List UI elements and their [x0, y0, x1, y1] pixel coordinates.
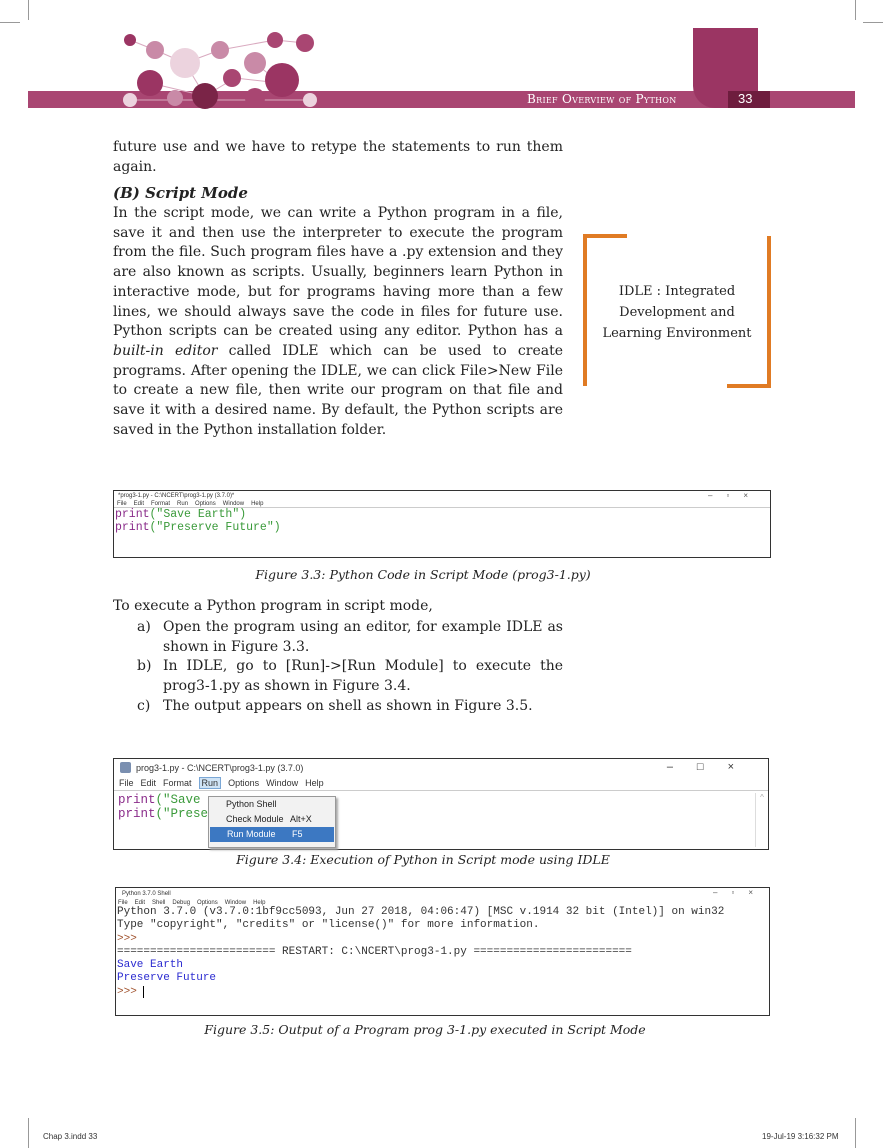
shell-line: Type "copyright", "credits" or "license()" for more information. [117, 919, 540, 932]
menu-edit[interactable]: Edit [134, 900, 146, 906]
shell-line: Python 3.7.0 (v3.7.0:1bf9cc5093, Jun 27 2018, 04:06:47) [MSC v.1914 32 bit (Intel)] on win32 [117, 906, 725, 918]
menu-format[interactable]: Format [163, 778, 192, 788]
paragraph-text: In the script mode, we can write a Python program in a file, save it and then use the interpreter to execute the program from the file. Such program files have a .py extension and they are also known as scripts. Usually, beginners learn Python in interactive mode, but for programs having more than a few lines, we should always save the code in files for future use. Python scripts can be created using any editor. Python has a [113, 205, 563, 340]
list-item [137, 618, 563, 657]
menu-help[interactable]: Help [253, 900, 266, 906]
window-title: prog3-1.py - C:\NCERT\prog3-1.py (3.7.0) [136, 763, 304, 773]
section-heading: (B) Script Mode [113, 184, 248, 202]
menu-help[interactable]: Help [305, 778, 324, 788]
crop-mark [855, 0, 856, 20]
figure-caption: Figure 3.4: Execution of Python in Script mode using IDLE [236, 852, 610, 867]
footer-timestamp: 19-Jul-19 3:16:32 PM [762, 1132, 839, 1141]
window-title: *prog3-1.py - C:\NCERT\prog3-1.py (3.7.0)* [118, 493, 235, 499]
script-mode-paragraph [113, 204, 563, 440]
menu-edit[interactable]: Edit [133, 501, 145, 507]
prompt-text: >>> [117, 985, 144, 998]
list-item [137, 697, 563, 717]
list-item [137, 657, 563, 696]
idle-file-icon [120, 762, 131, 773]
window-controls[interactable]: –▫× [713, 888, 767, 897]
shell-prompt-cursor[interactable] [117, 986, 769, 999]
scrollbar[interactable]: ^ [755, 793, 768, 847]
figure-caption: Figure 3.3: Python Code in Script Mode (prog3-1.py) [255, 567, 591, 582]
menu-options[interactable]: Options [195, 501, 216, 507]
list-marker: b) [137, 658, 152, 675]
shell-output[interactable] [116, 906, 769, 999]
menu-item-shortcut: F5 [292, 829, 303, 839]
menu-format[interactable]: Format [151, 501, 171, 507]
window-controls[interactable]: –□× [666, 761, 758, 773]
menu-bar [114, 776, 768, 791]
idle-editor-window-fig33 [113, 490, 771, 558]
page-number: 33 [738, 91, 753, 106]
window-title: Python 3.7.0 Shell [122, 891, 171, 897]
program-output: Preserve Future [117, 972, 217, 985]
idle-note: IDLE : Integrated Development and Learning Environment [602, 284, 752, 341]
steps-list [137, 618, 563, 717]
idle-editor-window-fig34 [113, 758, 769, 850]
menu-window[interactable]: Window [266, 778, 299, 788]
menu-bar [114, 501, 770, 508]
network-illustration-icon [110, 28, 340, 110]
menu-shell[interactable]: Shell [152, 900, 166, 906]
crop-mark [855, 1118, 856, 1148]
paragraph-text: called IDLE which can be used to create programs. After opening the IDLE, we can click File>New File to create a new file, then write our program on that file and save it with a desired name. By default, the Python scripts are saved in the Python installation folder. [113, 342, 563, 438]
menu-run[interactable]: Run [199, 777, 222, 789]
menu-options[interactable]: Options [228, 778, 260, 788]
crop-mark [0, 22, 20, 23]
code-line: print("Prese [118, 807, 209, 821]
menu-file[interactable]: File [118, 900, 128, 906]
list-text: In IDLE, go to [Run]->[Run Module] to execute the prog3-1.py as shown in Figure 3.4. [163, 658, 563, 695]
menu-item-run-module[interactable] [210, 827, 334, 842]
menu-options[interactable]: Options [197, 900, 218, 906]
menu-run[interactable]: Run [177, 501, 189, 507]
crop-mark [28, 0, 29, 20]
code-line: print("Preserve Future") [115, 521, 281, 534]
shell-prompt: >>> [117, 932, 137, 945]
menu-file[interactable]: File [117, 501, 127, 507]
code-editor[interactable] [114, 508, 770, 534]
window-controls[interactable]: –▫× [708, 491, 762, 500]
shell-line: ======================== RESTART: C:\NCERT\prog3-1.py ======================== [117, 945, 632, 958]
menu-item-label: Python Shell [226, 799, 277, 809]
menu-debug[interactable]: Debug [172, 900, 191, 906]
menu-item-shortcut: Alt+X [290, 814, 312, 824]
run-menu-dropdown [208, 796, 336, 848]
intro-text: future use and we have to retype the statements to run them again. [113, 139, 563, 175]
program-output: Save Earth [117, 959, 184, 972]
menu-item-label: Run Module [227, 829, 276, 839]
crop-mark [28, 1118, 29, 1148]
menu-edit[interactable]: Edit [140, 778, 157, 788]
crop-mark [863, 22, 883, 23]
figure-caption: Figure 3.5: Output of a Program prog 3-1.py executed in Script Mode [204, 1022, 646, 1037]
footer-file: Chap 3.indd 33 [43, 1132, 98, 1141]
text-cursor [143, 986, 151, 998]
list-marker: a) [137, 619, 151, 635]
menu-window[interactable]: Window [224, 900, 247, 906]
code-line: print("Save Earth") [115, 508, 247, 521]
list-text: Open the program using an editor, for example IDLE as shown in Figure 3.3. [163, 619, 563, 655]
code-line: print("Save [118, 793, 201, 807]
menu-help[interactable]: Help [251, 501, 264, 507]
menu-file[interactable]: File [119, 778, 134, 788]
list-text: The output appears on shell as shown in Figure 3.5. [163, 697, 533, 714]
menu-item-check-module[interactable] [209, 812, 335, 827]
menu-item-label: Check Module [226, 814, 284, 824]
menu-window[interactable]: Window [222, 501, 245, 507]
menu-item-python-shell[interactable] [209, 797, 335, 812]
running-header: Brief Overview of Python [527, 92, 677, 106]
list-marker: c) [137, 697, 151, 714]
execute-intro: To execute a Python program in script mode, [113, 598, 433, 614]
python-shell-window-fig35 [115, 887, 770, 1016]
paragraph-italic: built-in editor [113, 342, 218, 359]
